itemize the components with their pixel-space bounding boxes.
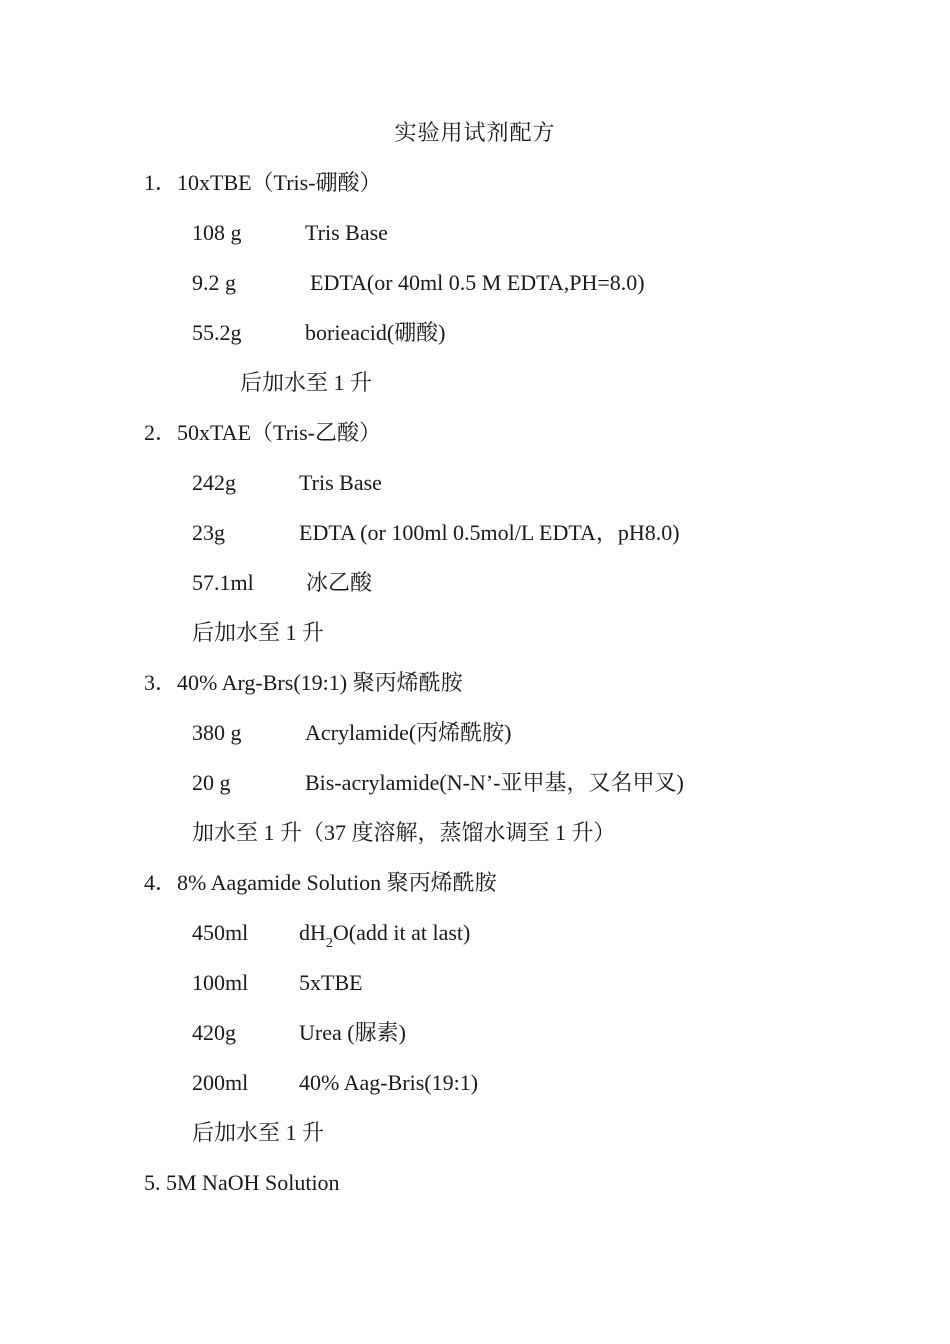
reagent-2-1: Tris Base <box>299 470 382 495</box>
reagent-4-1 <box>299 920 471 951</box>
amount-1-1: 108 g <box>192 220 242 245</box>
amount-1-3: 55.2g <box>192 320 242 345</box>
reagent-1-1: Tris Base <box>305 220 388 245</box>
reagent-1-3: borieacid(硼酸) <box>305 320 446 345</box>
amount-4-4: 200ml <box>192 1070 249 1095</box>
section-note-3: 加水至 1 升（37 度溶解，蒸馏水调至 1 升） <box>192 820 616 845</box>
section-heading-2: 2．50xTAE（Tris-乙酸） <box>144 420 381 445</box>
section-heading-1: 1．10xTBE（Tris-硼酸） <box>144 170 382 195</box>
section-note-2: 后加水至 1 升 <box>192 620 325 645</box>
amount-4-1: 450ml <box>192 920 249 945</box>
section-heading-4: 4．8% Aagamide Solution 聚丙烯酰胺 <box>144 870 497 895</box>
reagent-1-2: EDTA(or 40ml 0.5 M EDTA,PH=8.0) <box>310 270 645 295</box>
amount-3-1: 380 g <box>192 720 242 745</box>
amount-2-2: 23g <box>192 520 225 545</box>
section-heading-3: 3．40% Arg-Brs(19:1) 聚丙烯酰胺 <box>144 670 463 695</box>
amount-2-1: 242g <box>192 470 236 495</box>
reagent-2-2: EDTA (or 100ml 0.5mol/L EDTA，pH8.0) <box>299 520 680 545</box>
amount-2-3: 57.1ml <box>192 570 254 595</box>
amount-1-2: 9.2 g <box>192 270 236 295</box>
amount-4-2: 100ml <box>192 970 249 995</box>
section-note-1: 后加水至 1 升 <box>240 370 373 395</box>
reagent-4-1-suffix: O(add it at last) <box>332 920 471 945</box>
section-note-4: 后加水至 1 升 <box>192 1120 325 1145</box>
reagent-4-4: 40% Aag-Bris(19:1) <box>299 1070 479 1095</box>
reagent-4-3: Urea (脲素) <box>299 1020 406 1045</box>
reagent-3-1: Acrylamide(丙烯酰胺) <box>305 720 512 745</box>
reagent-3-2: Bis-acrylamide(N-N’-亚甲基，又名甲叉) <box>305 770 684 795</box>
document-title: 实验用试剂配方 <box>394 120 556 145</box>
reagent-4-1-prefix: dH <box>299 920 326 945</box>
reagent-4-2: 5xTBE <box>299 970 363 995</box>
amount-3-2: 20 g <box>192 770 231 795</box>
amount-4-3: 420g <box>192 1020 236 1045</box>
section-heading-5: 5. 5M NaOH Solution <box>144 1170 340 1195</box>
reagent-2-3: 冰乙酸 <box>306 570 373 595</box>
reagent-4-1-subscript: 2 <box>325 936 333 951</box>
